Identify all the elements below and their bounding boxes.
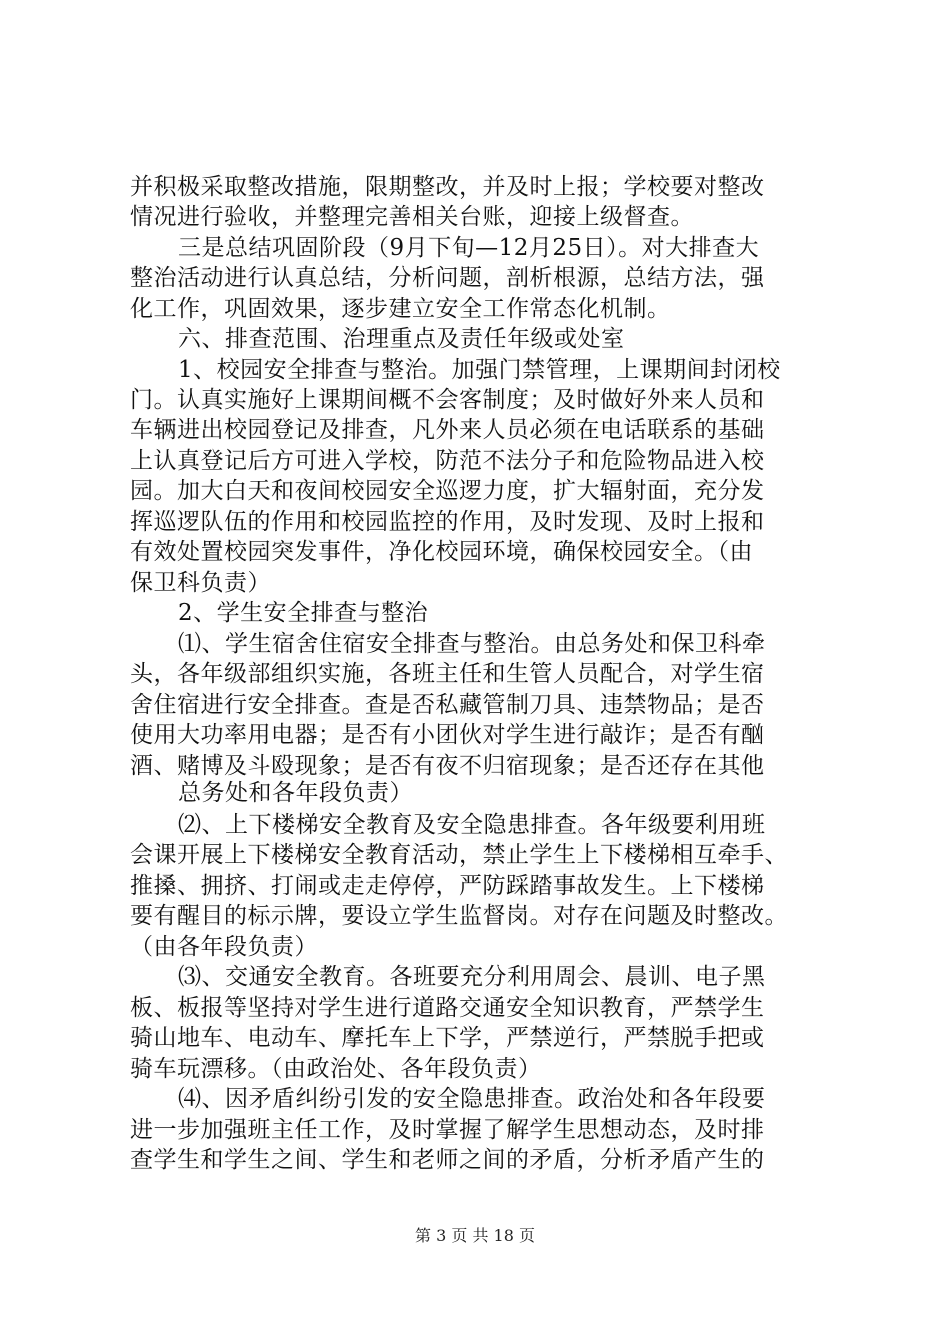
text-line: ⑵、上下楼梯安全教育及安全隐患排查。各年级要利用班 — [178, 812, 766, 838]
text-line: 上认真登记后方可进入学校，防范不法分子和危险物品进入校 — [130, 448, 765, 474]
text-line: 1、校园安全排查与整治。加强门禁管理，上课期间封闭校 — [178, 357, 781, 383]
text-line: 查学生和学生之间、学生和老师之间的矛盾，分析矛盾产生的 — [130, 1147, 765, 1173]
text-line: 使用大功率用电器；是否有小团伙对学生进行敲诈；是否有酗 — [130, 722, 765, 748]
text-line: ⑴、学生宿舍住宿安全排查与整治。由总务处和保卫科牵 — [178, 631, 766, 657]
text-line: 头，各年级部组织实施，各班主任和生管人员配合，对学生宿 — [130, 661, 765, 687]
text-line: （由各年段负责） — [130, 934, 318, 960]
text-line: 骑车玩漂移。（由政治处、各年段负责） — [130, 1056, 542, 1082]
text-line: 要有醒目的标示牌，要设立学生监督岗。对存在问题及时整改。 — [130, 903, 788, 929]
text-line: 酒、赌博及斗殴现象；是否有夜不归宿现象；是否还存在其他 — [130, 753, 765, 779]
page-number-footer: 第 3 页 共 18 页 — [415, 1226, 535, 1245]
text-line: 车辆进出校园登记及排查，凡外来人员必须在电话联系的基础 — [130, 417, 765, 443]
text-line: 有效处置校园突发事件，净化校园环境，确保校园安全。（由 — [130, 539, 753, 565]
text-line: 舍住宿进行安全排查。查是否私藏管制刀具、违禁物品；是否 — [130, 692, 765, 718]
text-line: 园。加大白天和夜间校园安全巡逻力度，扩大辐射面，充分发 — [130, 478, 765, 504]
text-line: 板、板报等坚持对学生进行道路交通安全知识教育，严禁学生 — [130, 995, 765, 1021]
text-line: 进一步加强班主任工作，及时掌握了解学生思想动态，及时排 — [130, 1117, 765, 1143]
text-line: 推搡、拥挤、打闹或走走停停，严防踩踏事故发生。上下楼梯 — [130, 873, 765, 899]
text-line: 总务处和各年段负责） — [178, 780, 413, 806]
text-line: 并积极采取整改措施，限期整改，并及时上报；学校要对整改 — [130, 174, 765, 200]
text-line: ⑷、因矛盾纠纷引发的安全隐患排查。政治处和各年段要 — [178, 1086, 766, 1112]
text-line: ⑶、交通安全教育。各班要充分利用周会、晨训、电子黑 — [178, 964, 766, 990]
text-line: 挥巡逻队伍的作用和校园监控的作用，及时发现、及时上报和 — [130, 509, 765, 535]
text-line: 整治活动进行认真总结，分析问题，剖析根源，总结方法，强 — [130, 265, 765, 291]
text-line: 会课开展上下楼梯安全教育活动，禁止学生上下楼梯相互牵手、 — [130, 842, 788, 868]
section-heading: 六、排查范围、治理重点及责任年级或处室 — [178, 326, 625, 352]
subsection-heading: 2、学生安全排查与整治 — [178, 600, 429, 626]
text-line: 门。认真实施好上课期间概不会客制度；及时做好外来人员和 — [130, 387, 765, 413]
text-line: 保卫科负责） — [130, 570, 271, 596]
text-line: 骑山地车、电动车、摩托车上下学，严禁逆行，严禁脱手把或 — [130, 1025, 765, 1051]
text-line: 情况进行验收，并整理完善相关台账，迎接上级督查。 — [130, 204, 694, 230]
text-line: 三是总结巩固阶段（9月下旬—12月25日）。对大排查大 — [178, 235, 760, 261]
text-line: 化工作，巩固效果，逐步建立安全工作常态化机制。 — [130, 296, 671, 322]
